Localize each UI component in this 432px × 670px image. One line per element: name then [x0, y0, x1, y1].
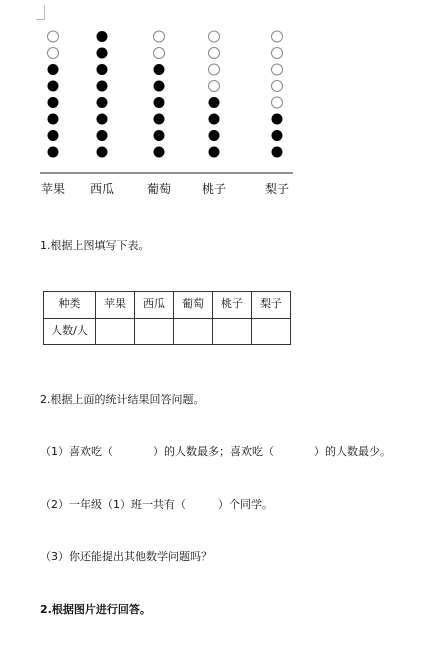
fill-in-table [43, 291, 291, 345]
part1-text-b: ）的人数最多；喜欢吃（ [153, 445, 274, 458]
filled-dot [97, 147, 108, 158]
filled-dot [48, 81, 59, 92]
filled-dot [272, 114, 283, 125]
empty-dot [48, 31, 59, 42]
filled-dot [154, 147, 165, 158]
filled-dot [209, 130, 220, 141]
question-2-part-3: （3）你还能提出其他数学问题吗？ [40, 550, 212, 563]
table-header-cell: 种类 [44, 292, 96, 319]
table-header-cell: 西瓜 [135, 292, 174, 319]
question-3-label: 2.根据图片进行回答。 [40, 603, 151, 616]
filled-dot [154, 114, 165, 125]
empty-dot [209, 48, 220, 59]
pictograph-chart [0, 0, 432, 180]
question-2-part-1 [40, 443, 391, 459]
category-label-apple: 苹果 [40, 182, 66, 196]
row-label-cell: 人数/人 [44, 319, 96, 345]
empty-dot [272, 81, 283, 92]
filled-dot [209, 114, 220, 125]
filled-dot [97, 97, 108, 108]
empty-dot [209, 64, 220, 75]
part1-text-a: （1）喜欢吃（ [40, 445, 113, 458]
answer-cell[interactable] [96, 319, 135, 345]
empty-dot [272, 64, 283, 75]
empty-dot [154, 31, 165, 42]
table-header-cell: 苹果 [96, 292, 135, 319]
question-1-label: 1.根据上图填写下表。 [40, 239, 150, 252]
filled-dot [48, 147, 59, 158]
table-header-cell: 葡萄 [174, 292, 213, 319]
table-header-row [44, 292, 291, 319]
part2-text-a: （2）一年级（1）班一共有（ [40, 498, 186, 511]
part1-text-c: ）的人数最少。 [314, 445, 391, 458]
filled-dot [272, 130, 283, 141]
part2-text-b: ）个同学。 [218, 498, 273, 511]
answer-cell[interactable] [174, 319, 213, 345]
filled-dot [97, 48, 108, 59]
empty-dot [154, 48, 165, 59]
filled-dot [48, 130, 59, 141]
filled-dot [97, 130, 108, 141]
filled-dot [272, 147, 283, 158]
filled-dot [154, 97, 165, 108]
empty-dot [48, 48, 59, 59]
filled-dot [154, 130, 165, 141]
filled-dot [154, 81, 165, 92]
filled-dot [48, 97, 59, 108]
category-label-pear: 梨子 [264, 182, 290, 196]
table-header-cell: 桃子 [213, 292, 252, 319]
filled-dot [154, 64, 165, 75]
answer-cell[interactable] [213, 319, 252, 345]
filled-dot [97, 64, 108, 75]
category-label-peach: 桃子 [201, 182, 227, 196]
table-header-cell: 梨子 [252, 292, 291, 319]
empty-dot [209, 31, 220, 42]
filled-dot [209, 147, 220, 158]
empty-dot [209, 81, 220, 92]
filled-dot [209, 97, 220, 108]
empty-dot [272, 97, 283, 108]
question-2-part-2 [40, 496, 273, 512]
filled-dot [97, 81, 108, 92]
filled-dot [97, 31, 108, 42]
empty-dot [272, 31, 283, 42]
category-label-watermelon: 西瓜 [89, 182, 115, 196]
filled-dot [48, 114, 59, 125]
empty-dot [272, 48, 283, 59]
table-row [44, 319, 291, 345]
answer-cell[interactable] [252, 319, 291, 345]
answer-cell[interactable] [135, 319, 174, 345]
category-label-grape: 葡萄 [146, 182, 172, 196]
question-2-label: 2.根据上面的统计结果回答问题。 [40, 393, 205, 406]
filled-dot [48, 64, 59, 75]
filled-dot [97, 114, 108, 125]
